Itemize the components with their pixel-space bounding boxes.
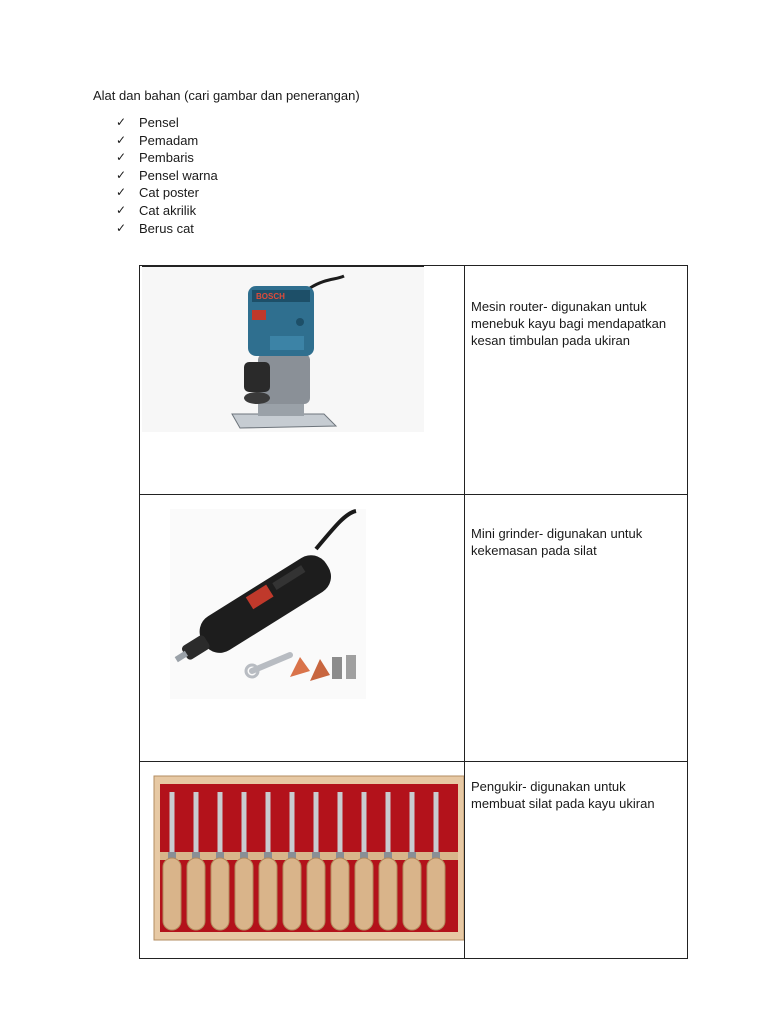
tool-description: Mesin router- digunakan untuk menebuk kayu bagi mendapatkan kesan timbulan pada ukiran: [465, 266, 688, 495]
chisel-handle: [163, 858, 181, 930]
table-row: [140, 495, 688, 762]
list-item-label: Pembaris: [139, 150, 194, 166]
chisel-blade: [410, 792, 415, 854]
list-item-label: Pensel: [139, 115, 179, 130]
checkmark-icon: ✓: [116, 150, 127, 165]
table-row: [140, 762, 688, 959]
chisel-blade: [218, 792, 223, 854]
tool-image-cell: [140, 266, 465, 495]
list-item: [116, 220, 194, 238]
list-item: [116, 149, 194, 167]
list-item: [116, 167, 218, 185]
chisel-handle: [307, 858, 325, 930]
brand-label: BOSCH: [256, 292, 285, 301]
list-item-label: Pensel warna: [139, 167, 218, 183]
checkmark-icon: ✓: [116, 115, 127, 129]
chisel-handle: [211, 858, 229, 930]
checkmark-icon: ✓: [116, 220, 127, 235]
materials-checklist: [116, 114, 218, 237]
list-item: [116, 202, 197, 220]
chisel-handle: [187, 858, 205, 930]
list-item: [116, 184, 199, 202]
mini-grinder-image: [140, 495, 464, 731]
list-item-label: Berus cat: [139, 220, 194, 236]
chisel-handle: [331, 858, 349, 930]
chisel-blade: [434, 792, 439, 854]
tool-description: Mini grinder- digunakan untuk kekemasan pada silat: [465, 495, 688, 762]
chisel-handle: [235, 858, 253, 930]
checkmark-icon: ✓: [116, 185, 127, 200]
chisel-blade: [386, 792, 391, 854]
page-title: Alat dan bahan (cari gambar dan penerangan): [93, 88, 360, 103]
chisel-blade: [338, 792, 343, 854]
chisel-blade: [170, 792, 175, 854]
tool-description: Pengukir- digunakan untuk membuat silat pada kayu ukiran: [465, 762, 688, 959]
list-item-label: Cat akrilik: [139, 202, 197, 218]
checkmark-icon: ✓: [116, 202, 127, 217]
chisel-blade: [290, 792, 295, 854]
chisel-blade: [194, 792, 199, 854]
checkmark-icon: ✓: [116, 167, 127, 182]
chisel-blade: [362, 792, 367, 854]
list-item: [116, 132, 199, 150]
list-item-label: Pemadam: [139, 132, 199, 148]
chisel-handle: [355, 858, 373, 930]
tool-image-cell: [140, 495, 465, 762]
chisel-blade: [242, 792, 247, 854]
checkmark-icon: ✓: [116, 132, 127, 147]
tool-image-cell: [140, 762, 465, 959]
chisel-handle: [427, 858, 445, 930]
chisel-handle: [403, 858, 421, 930]
list-item-label: Cat poster: [139, 185, 199, 201]
tools-table: [139, 265, 688, 959]
router-machine-image: [140, 266, 464, 462]
chisel-blade: [266, 792, 271, 854]
carving-chisel-set-image: [140, 762, 464, 942]
chisel-blade: [314, 792, 319, 854]
chisel-handle: [259, 858, 277, 930]
chisel-handle: [379, 858, 397, 930]
chisel-handle: [283, 858, 301, 930]
list-item: [116, 114, 179, 132]
table-row: [140, 266, 688, 495]
